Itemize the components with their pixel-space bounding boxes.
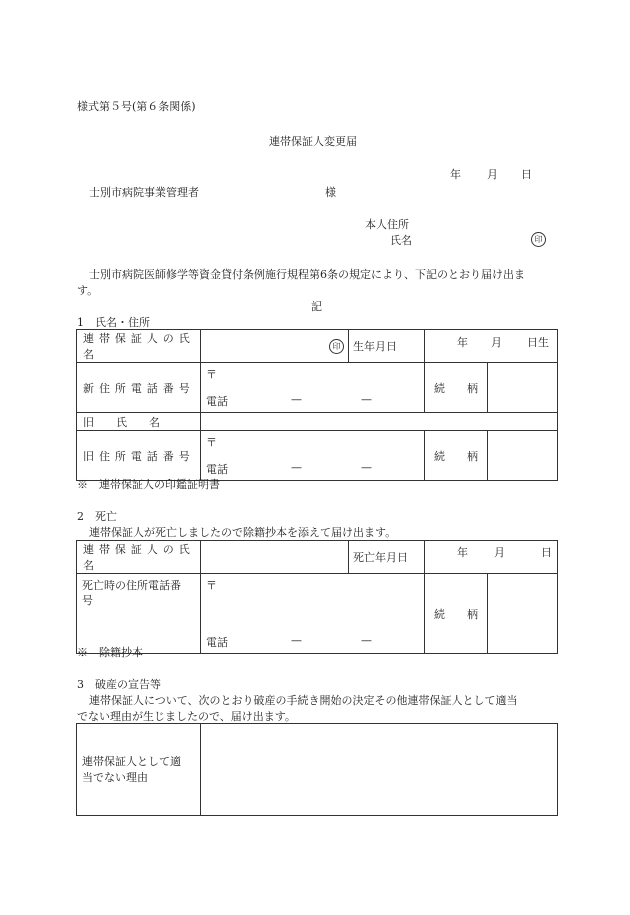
seal-icon: 印 — [531, 232, 546, 247]
relationship-field[interactable] — [488, 574, 558, 654]
new-address-phone-field[interactable]: 〒 電話 — — — [201, 363, 425, 413]
intro-line-2: す。 — [77, 284, 99, 297]
date-day-label: 日 — [521, 168, 532, 181]
section2-description: 連帯保証人が死亡しましたので除籍抄本を添えて届け出ます。 — [89, 526, 397, 539]
applicant-address-label: 本人住所 — [365, 218, 409, 231]
postal-mark: 〒 — [206, 368, 217, 381]
unsuitable-reason-label: 連帯保証人として適 当でない理由 — [77, 724, 201, 816]
addressee-honorific: 様 — [325, 186, 336, 199]
new-address-phone-label: 新住所電話番号 — [77, 363, 201, 413]
date-year-label: 年 — [450, 168, 461, 181]
form-number: 様式第５号(第６条関係) — [77, 100, 196, 113]
death-date-field[interactable]: 年 月 日 — [425, 541, 558, 574]
section2-heading: 2 死亡 — [77, 510, 117, 523]
addressee: 士別市病院事業管理者 — [89, 186, 199, 199]
postal-mark: 〒 — [206, 436, 217, 449]
unsuitable-reason-field[interactable] — [201, 724, 558, 816]
section3-description-2: でない理由が生じましたので、届け出ます。 — [77, 710, 296, 723]
relationship-label: 続 柄 — [425, 574, 488, 654]
guarantor-name-label: 連帯保証人の氏名 — [77, 541, 201, 574]
section1-heading: 1 氏名・住所 — [77, 316, 150, 329]
section2-table — [76, 540, 558, 654]
guarantor-name-field[interactable] — [201, 541, 349, 574]
death-address-phone-label: 死亡時の住所電話番 号 — [77, 574, 201, 654]
former-address-phone-label: 旧住所電話番号 — [77, 431, 201, 481]
guarantor-name-field[interactable] — [201, 330, 349, 363]
intro-line-1: 士別市病院医師修学等資金貸付条例施行規程第6条の規定により、下記のとおり届け出ま — [89, 268, 525, 281]
former-name-label: 旧 氏 名 — [77, 413, 201, 431]
relationship-field[interactable] — [488, 363, 558, 413]
death-address-phone-field[interactable]: 〒 電話 — — — [201, 574, 425, 654]
birthdate-field[interactable]: 年 月 日生 — [425, 330, 558, 363]
section1-table — [76, 329, 558, 481]
ki-label: 記 — [311, 300, 322, 313]
section3-heading: 3 破産の宣告等 — [77, 678, 161, 691]
date-month-label: 月 — [487, 168, 498, 181]
applicant-name-label: 氏名 — [390, 234, 412, 247]
document-title: 連帯保証人変更届 — [269, 135, 357, 148]
postal-mark: 〒 — [206, 579, 217, 592]
seal-icon: 印 — [329, 339, 344, 354]
tel-label: 電話 — [206, 636, 228, 649]
tel-label: 電話 — [206, 395, 228, 408]
relationship-label: 続 柄 — [425, 363, 488, 413]
relationship-label: 続 柄 — [425, 431, 488, 481]
section1-note: ※ 連帯保証人の印鑑証明書 — [77, 478, 220, 491]
relationship-field[interactable] — [488, 431, 558, 481]
section3-description-1: 連帯保証人について、次のとおり破産の手続き開始の決定その他連帯保証人として適当 — [89, 694, 518, 707]
section2-note: ※ 除籍抄本 — [77, 646, 143, 659]
death-date-label: 死亡年月日 — [349, 541, 425, 574]
section3-table — [76, 723, 558, 816]
former-address-phone-field[interactable]: 〒 電話 — — — [201, 431, 425, 481]
former-name-field[interactable] — [201, 413, 558, 431]
tel-label: 電話 — [206, 463, 228, 476]
birthdate-label: 生年月日 — [349, 330, 425, 363]
guarantor-name-label: 連帯保証人の氏名 — [77, 330, 201, 363]
